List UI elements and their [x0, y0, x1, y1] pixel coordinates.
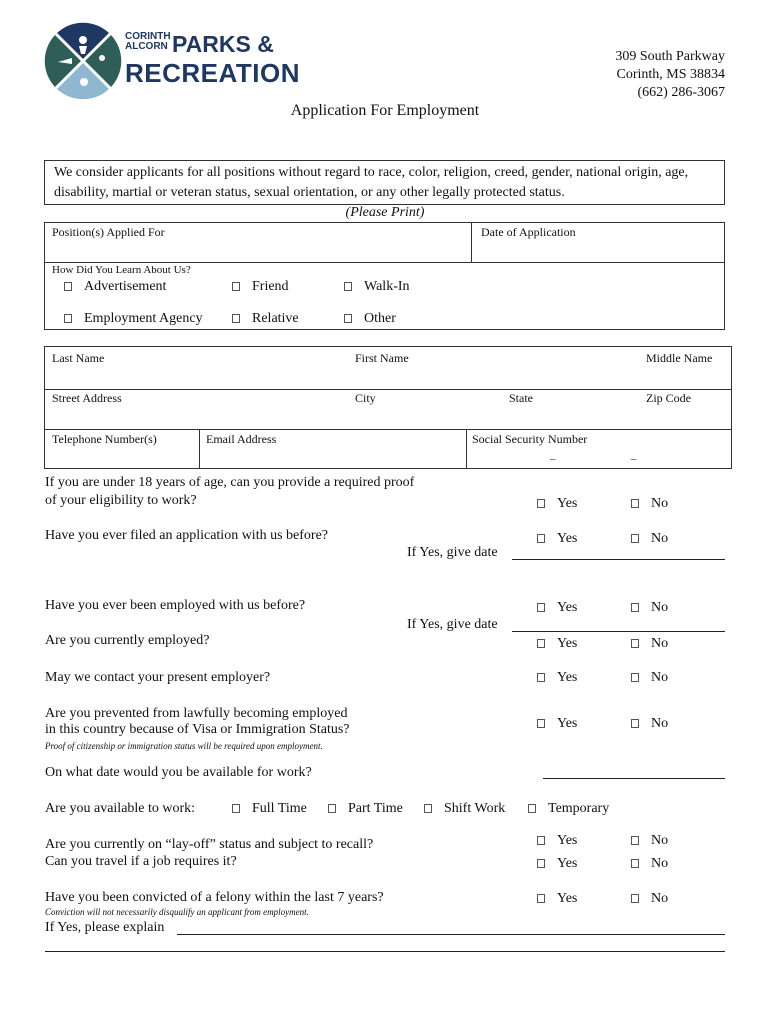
checkbox-icon — [631, 859, 639, 868]
checkbox-icon — [537, 859, 545, 868]
page-title: Application For Employment — [290, 102, 480, 119]
checkbox-icon — [232, 282, 240, 291]
available-to-work-question: Are you available to work: — [45, 801, 196, 816]
available-date-field[interactable] — [543, 778, 725, 779]
email-field[interactable] — [203, 447, 463, 467]
ssn-field[interactable] — [470, 447, 728, 467]
positions-applied-field[interactable] — [48, 240, 468, 260]
telephone-field[interactable] — [48, 447, 196, 467]
organization-address — [615, 48, 725, 102]
checkbox-icon — [631, 836, 639, 845]
date-of-application-label: Date of Application — [481, 225, 576, 239]
visa-yes[interactable]: Yes — [537, 716, 577, 732]
checkbox-icon — [631, 719, 639, 728]
logo-text-parks: PARKS & — [172, 31, 274, 57]
travel-question: Can you travel if a job requires it? — [45, 854, 237, 869]
checkbox-icon — [537, 673, 545, 682]
state-label: State — [509, 391, 533, 405]
explain-label: If Yes, please explain — [45, 920, 165, 935]
filed-before-question: Have you ever filed an application with us before? — [45, 528, 329, 543]
city-label: City — [355, 391, 376, 405]
available-date-question: On what date would you be available for work? — [45, 765, 312, 780]
travel-no[interactable]: No — [631, 856, 668, 872]
street-address-label: Street Address — [52, 391, 122, 405]
currently-employed-yes[interactable]: Yes — [537, 636, 577, 652]
under-18-yes[interactable]: Yes — [537, 496, 577, 512]
under-18-no[interactable]: No — [631, 496, 668, 512]
checkbox-icon — [537, 534, 545, 543]
learn-about-label: How Did You Learn About Us? — [52, 264, 191, 276]
ssn-label: Social Security Number — [472, 432, 588, 446]
option-walk-in[interactable]: Walk-In — [344, 279, 410, 295]
travel-yes[interactable]: Yes — [537, 856, 577, 872]
option-employment-agency[interactable]: Employment Agency — [64, 311, 203, 327]
option-relative[interactable]: Relative — [232, 311, 299, 327]
layoff-yes[interactable]: Yes — [537, 833, 577, 849]
employed-before-date-label: If Yes, give date — [407, 617, 498, 632]
checkbox-icon — [344, 282, 352, 291]
checkbox-icon — [528, 804, 536, 813]
checkbox-icon — [537, 603, 545, 612]
employed-before-no[interactable]: No — [631, 600, 668, 616]
employed-before-date-field[interactable] — [512, 631, 725, 632]
visa-no[interactable]: No — [631, 716, 668, 732]
address-street: 309 South Parkway — [615, 49, 725, 64]
layoff-no[interactable]: No — [631, 833, 668, 849]
ssn-separator: _ — [631, 449, 637, 461]
checkbox-icon — [537, 499, 545, 508]
email-label: Email Address — [206, 432, 277, 446]
checkbox-icon — [537, 719, 545, 728]
conviction-note: Conviction will not necessarily disqualify an applicant from employment. — [45, 907, 309, 917]
address-city: Corinth, MS 38834 — [616, 67, 725, 82]
felony-no[interactable]: No — [631, 891, 668, 907]
felony-question: Have you been convicted of a felony within the last 7 years? — [45, 890, 384, 905]
work-type-part-time[interactable]: Part Time — [328, 801, 403, 817]
currently-employed-no[interactable]: No — [631, 636, 668, 652]
proof-note: Proof of citizenship or immigration status will be required upon employment. — [45, 741, 323, 751]
checkbox-icon — [537, 639, 545, 648]
checkbox-icon — [631, 499, 639, 508]
checkbox-icon — [328, 804, 336, 813]
zip-code-label: Zip Code — [646, 391, 691, 405]
under-18-question: If you are under 18 years of age, can you provide a required proof of your eligibility to work? — [45, 475, 415, 508]
logo-text-corinth: CORINTH ALCORN — [125, 31, 171, 52]
work-type-shift-work[interactable]: Shift Work — [424, 801, 505, 817]
telephone-label: Telephone Number(s) — [52, 432, 157, 446]
employed-before-yes[interactable]: Yes — [537, 600, 577, 616]
visa-question: Are you prevented from lawfully becoming employed in this country because of Visa or Immigration Status? — [45, 706, 350, 737]
work-type-full-time[interactable]: Full Time — [232, 801, 307, 817]
work-type-temporary[interactable]: Temporary — [528, 801, 609, 817]
checkbox-icon — [232, 314, 240, 323]
currently-employed-question: Are you currently employed? — [45, 633, 210, 648]
filed-before-date-field[interactable] — [512, 559, 725, 560]
checkbox-icon — [64, 282, 72, 291]
ssn-separator: _ — [550, 449, 556, 461]
option-other[interactable]: Other — [344, 311, 396, 327]
logo-text-recreation: RECREATION — [125, 58, 300, 88]
checkbox-icon — [631, 894, 639, 903]
employed-before-question: Have you ever been employed with us before? — [45, 598, 306, 613]
checkbox-icon — [64, 314, 72, 323]
contact-employer-question: May we contact your present employer? — [45, 670, 271, 685]
middle-name-label: Middle Name — [646, 351, 713, 365]
checkbox-icon — [631, 534, 639, 543]
filed-before-no[interactable]: No — [631, 531, 668, 547]
parks-logo-emblem — [44, 22, 122, 100]
please-print-label: (Please Print) — [345, 205, 425, 220]
layoff-question: Are you currently on “lay-off” status and subject to recall? — [45, 837, 374, 852]
checkbox-icon — [537, 836, 545, 845]
contact-employer-yes[interactable]: Yes — [537, 670, 577, 686]
positions-applied-label: Position(s) Applied For — [52, 225, 165, 239]
last-name-label: Last Name — [52, 351, 105, 365]
explain-field-line2[interactable] — [45, 951, 725, 952]
option-advertisement[interactable]: Advertisement — [64, 279, 166, 295]
checkbox-icon — [631, 673, 639, 682]
checkbox-icon — [631, 603, 639, 612]
checkbox-icon — [232, 804, 240, 813]
equal-opportunity-notice: We consider applicants for all positions without regard to race, color, religion, creed, gender, national origin, age, disability, martial or veteran status, sexual orientation, or any other legally protected status. — [54, 165, 689, 200]
filed-before-date-label: If Yes, give date — [407, 545, 498, 560]
date-of-application-field[interactable] — [476, 240, 721, 260]
checkbox-icon — [344, 314, 352, 323]
contact-employer-no[interactable]: No — [631, 670, 668, 686]
checkbox-icon — [631, 639, 639, 648]
address-phone: (662) 286-3067 — [637, 85, 725, 100]
option-friend[interactable]: Friend — [232, 279, 289, 295]
explain-field-line1[interactable] — [177, 934, 725, 935]
checkbox-icon — [424, 804, 432, 813]
filed-before-yes[interactable]: Yes — [537, 531, 577, 547]
checkbox-icon — [537, 894, 545, 903]
felony-yes[interactable]: Yes — [537, 891, 577, 907]
name-field[interactable] — [48, 366, 728, 386]
address-field[interactable] — [48, 406, 728, 426]
first-name-label: First Name — [355, 351, 409, 365]
